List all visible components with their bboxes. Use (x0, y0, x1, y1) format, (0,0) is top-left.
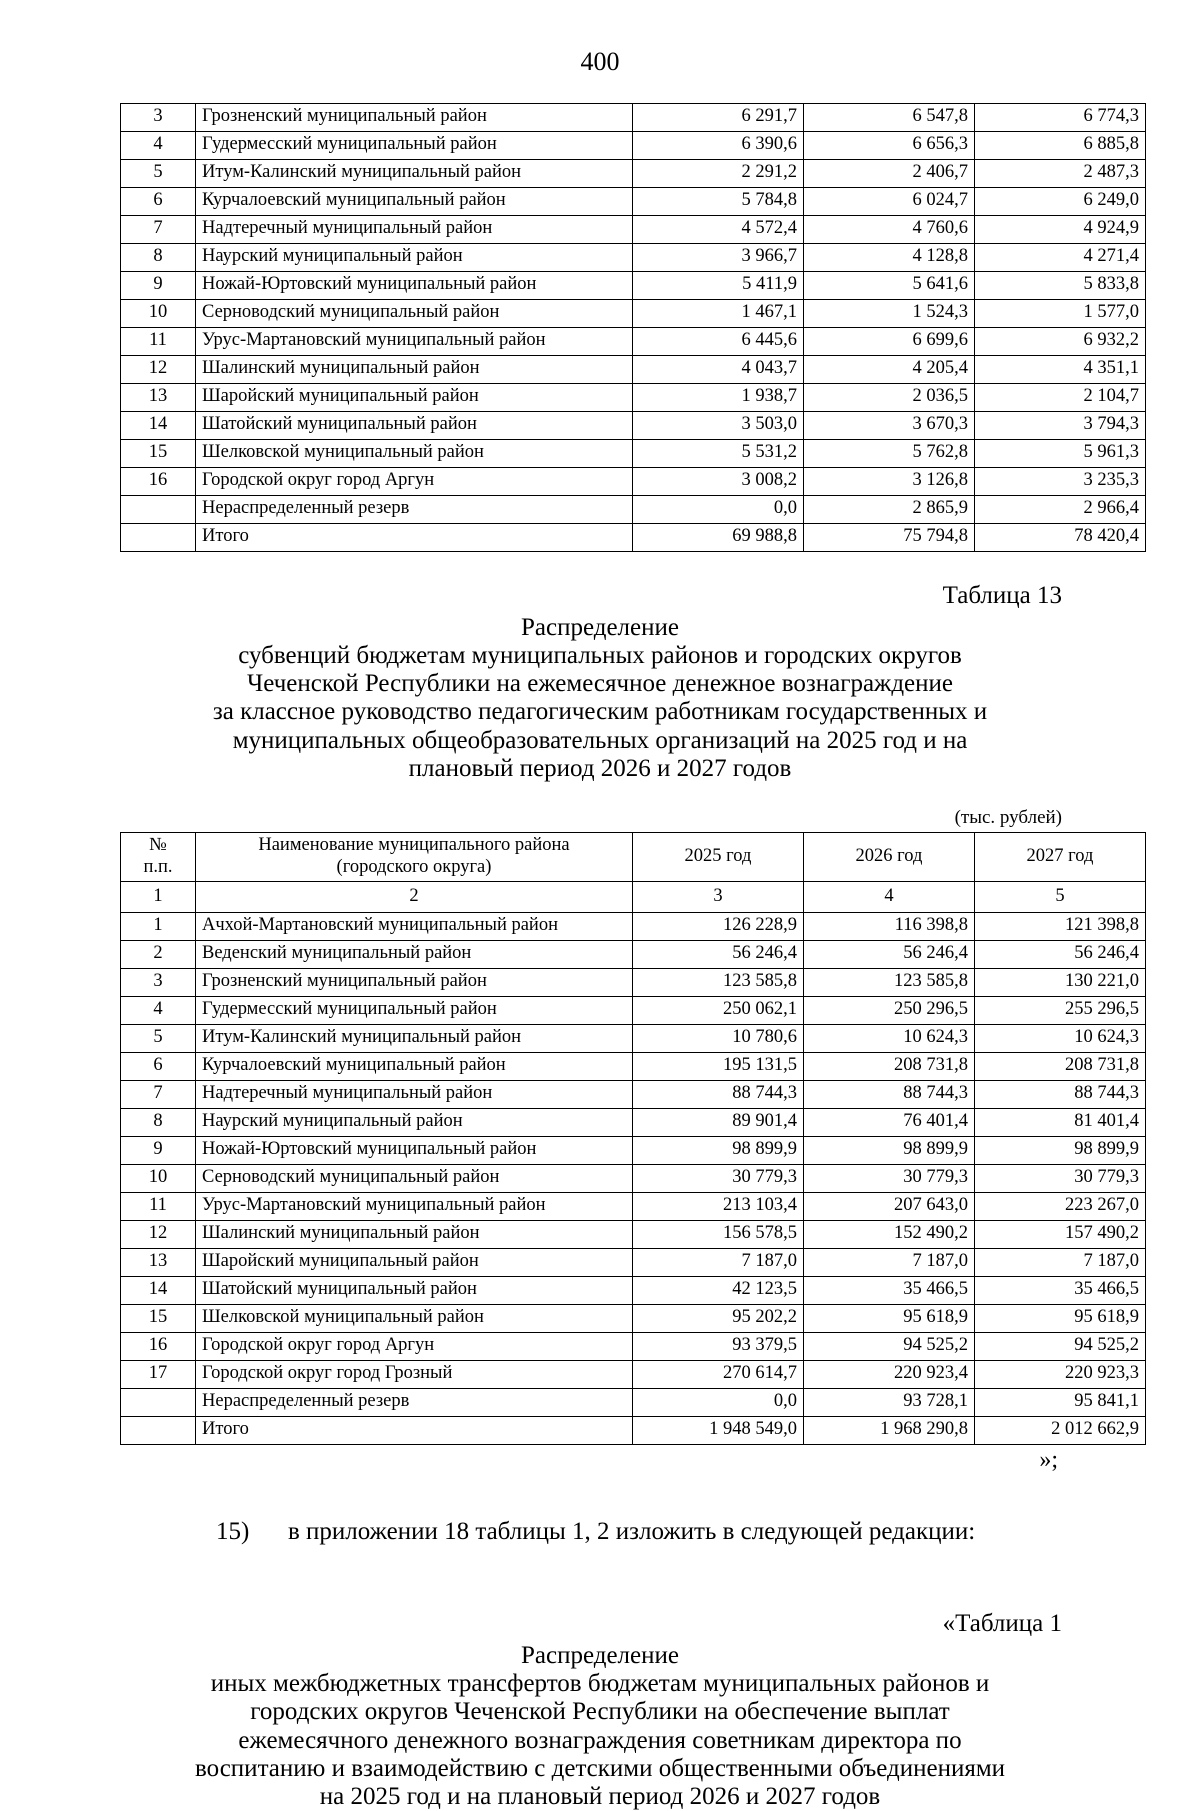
cell-2026: 4 760,6 (804, 215, 975, 243)
cell-2025: 1 467,1 (633, 299, 804, 327)
cell-no: 3 (121, 968, 196, 996)
table-row (121, 355, 1146, 383)
cell-2026: 1 968 290,8 (804, 1416, 975, 1444)
cell-2026: 2 036,5 (804, 383, 975, 411)
cell-2027: 10 624,3 (975, 1024, 1146, 1052)
cell-2027: 208 731,8 (975, 1052, 1146, 1080)
cell-2027: 88 744,3 (975, 1080, 1146, 1108)
table-continued-top-body (121, 103, 1146, 551)
cell-2027: 6 249,0 (975, 187, 1146, 215)
cell-2026: 1 524,3 (804, 299, 975, 327)
cell-2026: 10 624,3 (804, 1024, 975, 1052)
cell-2025: 93 379,5 (633, 1332, 804, 1360)
table13-header-row (121, 833, 1146, 882)
cell-name: Шатойский муниципальный район (196, 1276, 633, 1304)
cell-no (121, 1388, 196, 1416)
title-line: ежемесячного денежного вознаграждения советникам директора по (238, 1726, 962, 1754)
cell-2026: 3 126,8 (804, 467, 975, 495)
cell-no (121, 495, 196, 523)
cell-2025: 4 572,4 (633, 215, 804, 243)
table1-next-title (120, 1642, 1080, 1811)
cell-2026: 5 641,6 (804, 271, 975, 299)
cell-name: Шаройский муниципальный район (196, 1248, 633, 1276)
table-row (121, 243, 1146, 271)
cell-2025: 6 291,7 (633, 103, 804, 131)
cell-2027: 121 398,8 (975, 912, 1146, 940)
cell-2025: 156 578,5 (633, 1220, 804, 1248)
cell-2025: 1 948 549,0 (633, 1416, 804, 1444)
cell-2027: 6 885,8 (975, 131, 1146, 159)
table-continued-top (120, 103, 1146, 552)
colnum-4: 4 (804, 881, 975, 912)
table-row (121, 1276, 1146, 1304)
table-row (121, 103, 1146, 131)
cell-2025: 88 744,3 (633, 1080, 804, 1108)
cell-2027: 4 924,9 (975, 215, 1146, 243)
cell-no: 5 (121, 1024, 196, 1052)
cell-name: Шатойский муниципальный район (196, 411, 633, 439)
cell-name: Серноводский муниципальный район (196, 1164, 633, 1192)
cell-no: 9 (121, 1136, 196, 1164)
cell-name: Урус-Мартановский муниципальный район (196, 1192, 633, 1220)
cell-2027: 6 932,2 (975, 327, 1146, 355)
colnum-2: 2 (196, 881, 633, 912)
cell-no: 15 (121, 439, 196, 467)
cell-2027: 2 966,4 (975, 495, 1146, 523)
table-row (121, 439, 1146, 467)
title-line: городских округов Чеченской Республики на обеспечение выплат (250, 1698, 950, 1726)
cell-2026: 30 779,3 (804, 1164, 975, 1192)
cell-2025: 5 531,2 (633, 439, 804, 467)
cell-2026: 6 699,6 (804, 327, 975, 355)
header-name (196, 833, 633, 882)
cell-2026: 152 490,2 (804, 1220, 975, 1248)
cell-no: 6 (121, 187, 196, 215)
table-row (121, 1164, 1146, 1192)
table13-colnum-row (121, 881, 1146, 912)
cell-name: Шаройский муниципальный район (196, 383, 633, 411)
cell-2026: 2 406,7 (804, 159, 975, 187)
cell-name: Шалинский муниципальный район (196, 1220, 633, 1248)
cell-2027: 2 012 662,9 (975, 1416, 1146, 1444)
cell-no: 16 (121, 467, 196, 495)
cell-2027: 98 899,9 (975, 1136, 1146, 1164)
clause-15-number: 15) (216, 1517, 250, 1545)
cell-name: Наурский муниципальный район (196, 243, 633, 271)
table-row (121, 912, 1146, 940)
cell-2026: 35 466,5 (804, 1276, 975, 1304)
cell-2026: 123 585,8 (804, 968, 975, 996)
table1-next-label: «Таблица 1 (942, 1609, 1062, 1637)
cell-2026: 76 401,4 (804, 1108, 975, 1136)
table-row (121, 411, 1146, 439)
cell-2025: 6 445,6 (633, 327, 804, 355)
cell-2025: 123 585,8 (633, 968, 804, 996)
table-row (121, 1360, 1146, 1388)
table-row (121, 467, 1146, 495)
cell-name: Курчалоевский муниципальный район (196, 1052, 633, 1080)
cell-2025: 0,0 (633, 1388, 804, 1416)
cell-2027: 4 351,1 (975, 355, 1146, 383)
cell-2025: 98 899,9 (633, 1136, 804, 1164)
table13-head (121, 833, 1146, 913)
cell-name: Гудермесский муниципальный район (196, 131, 633, 159)
cell-no: 1 (121, 912, 196, 940)
cell-2025: 270 614,7 (633, 1360, 804, 1388)
cell-name: Нераспределенный резерв (196, 1388, 633, 1416)
cell-2027: 95 841,1 (975, 1388, 1146, 1416)
table13-title (120, 614, 1080, 784)
cell-2025: 2 291,2 (633, 159, 804, 187)
cell-2027: 4 271,4 (975, 243, 1146, 271)
table-row (121, 383, 1146, 411)
header-no (121, 833, 196, 882)
cell-2026: 75 794,8 (804, 523, 975, 551)
cell-name: Ножай-Юртовский муниципальный район (196, 271, 633, 299)
header-no-line2: п.п. (143, 856, 173, 877)
cell-2025: 250 062,1 (633, 996, 804, 1024)
cell-no: 8 (121, 1108, 196, 1136)
cell-no: 14 (121, 1276, 196, 1304)
cell-2026: 98 899,9 (804, 1136, 975, 1164)
cell-name: Шалинский муниципальный район (196, 355, 633, 383)
header-name-line2: (городского округа) (336, 856, 492, 877)
cell-2026: 2 865,9 (804, 495, 975, 523)
cell-no: 4 (121, 131, 196, 159)
cell-2027: 95 618,9 (975, 1304, 1146, 1332)
cell-2027: 94 525,2 (975, 1332, 1146, 1360)
title-line: воспитанию и взаимодействию с детскими общественными объединениями (194, 1754, 1006, 1782)
cell-name: Надтеречный муниципальный район (196, 215, 633, 243)
cell-2027: 220 923,3 (975, 1360, 1146, 1388)
cell-no: 5 (121, 159, 196, 187)
cell-2027: 2 104,7 (975, 383, 1146, 411)
cell-2026: 207 643,0 (804, 1192, 975, 1220)
cell-no: 11 (121, 1192, 196, 1220)
cell-2026: 220 923,4 (804, 1360, 975, 1388)
clause-15-text: в приложении 18 таблицы 1, 2 изложить в следующей редакции: (288, 1517, 976, 1545)
cell-2027: 157 490,2 (975, 1220, 1146, 1248)
cell-2025: 126 228,9 (633, 912, 804, 940)
cell-2026: 7 187,0 (804, 1248, 975, 1276)
cell-2025: 3 503,0 (633, 411, 804, 439)
table-row-total (121, 523, 1146, 551)
table13-units: (тыс. рублей) (954, 807, 1062, 829)
cell-name: Ачхой-Мартановский муниципальный район (196, 912, 633, 940)
cell-2026: 250 296,5 (804, 996, 975, 1024)
cell-2025: 3 966,7 (633, 243, 804, 271)
cell-no: 10 (121, 1164, 196, 1192)
cell-name: Городской округ город Грозный (196, 1360, 633, 1388)
cell-name: Шелковской муниципальный район (196, 439, 633, 467)
table-row (121, 1080, 1146, 1108)
cell-no: 2 (121, 940, 196, 968)
table-row (121, 215, 1146, 243)
title-line: муниципальных общеобразовательных организаций на 2025 год и на (232, 726, 968, 754)
cell-name: Веденский муниципальный район (196, 940, 633, 968)
title-line: на 2025 год и на плановый период 2026 и 2027 годов (319, 1783, 881, 1810)
table-row-reserve (121, 1388, 1146, 1416)
table-row (121, 1052, 1146, 1080)
header-no-line1: № (149, 835, 167, 856)
title-line: субвенций бюджетам муниципальных районов и городских округов (238, 641, 962, 669)
cell-no: 10 (121, 299, 196, 327)
clause-15 (120, 1518, 1080, 1546)
cell-2027: 56 246,4 (975, 940, 1146, 968)
cell-name: Итум-Калинский муниципальный район (196, 159, 633, 187)
table13-label: Таблица 13 (942, 581, 1062, 609)
table-row (121, 1332, 1146, 1360)
colnum-1: 1 (121, 881, 196, 912)
cell-name: Городской округ город Аргун (196, 467, 633, 495)
cell-2026: 4 128,8 (804, 243, 975, 271)
cell-2025: 5 784,8 (633, 187, 804, 215)
table-row-total (121, 1416, 1146, 1444)
cell-2025: 6 390,6 (633, 131, 804, 159)
cell-name: Нераспределенный резерв (196, 495, 633, 523)
table-row (121, 968, 1146, 996)
table-row (121, 1108, 1146, 1136)
page-number: 400 (580, 47, 620, 76)
cell-name: Серноводский муниципальный район (196, 299, 633, 327)
cell-2026: 3 670,3 (804, 411, 975, 439)
table-row-reserve (121, 495, 1146, 523)
closing-quote-mark: »; (1039, 1446, 1058, 1473)
cell-2026: 88 744,3 (804, 1080, 975, 1108)
cell-2027: 1 577,0 (975, 299, 1146, 327)
cell-2025: 0,0 (633, 495, 804, 523)
cell-2025: 213 103,4 (633, 1192, 804, 1220)
cell-2027: 7 187,0 (975, 1248, 1146, 1276)
cell-name: Городской округ город Аргун (196, 1332, 633, 1360)
cell-2026: 116 398,8 (804, 912, 975, 940)
table-row (121, 996, 1146, 1024)
table-row (121, 1024, 1146, 1052)
table-row (121, 159, 1146, 187)
cell-2027: 223 267,0 (975, 1192, 1146, 1220)
cell-2027: 2 487,3 (975, 159, 1146, 187)
cell-name: Грозненский муниципальный район (196, 103, 633, 131)
table-row (121, 271, 1146, 299)
cell-no: 4 (121, 996, 196, 1024)
cell-2025: 95 202,2 (633, 1304, 804, 1332)
cell-no: 15 (121, 1304, 196, 1332)
cell-2025: 4 043,7 (633, 355, 804, 383)
cell-2025: 10 780,6 (633, 1024, 804, 1052)
cell-2027: 5 833,8 (975, 271, 1146, 299)
cell-no: 9 (121, 271, 196, 299)
table-row (121, 131, 1146, 159)
colnum-3: 3 (633, 881, 804, 912)
cell-no: 16 (121, 1332, 196, 1360)
title-line: иных межбюджетных трансфертов бюджетам муниципальных районов и (210, 1670, 990, 1697)
cell-2025: 195 131,5 (633, 1052, 804, 1080)
cell-2026: 5 762,8 (804, 439, 975, 467)
cell-no (121, 1416, 196, 1444)
cell-2025: 69 988,8 (633, 523, 804, 551)
title-line: Распределение (521, 613, 679, 641)
cell-2026: 56 246,4 (804, 940, 975, 968)
table-row (121, 1220, 1146, 1248)
cell-name: Гудермесский муниципальный район (196, 996, 633, 1024)
cell-2026: 6 656,3 (804, 131, 975, 159)
cell-name: Надтеречный муниципальный район (196, 1080, 633, 1108)
cell-2025: 30 779,3 (633, 1164, 804, 1192)
cell-2026: 208 731,8 (804, 1052, 975, 1080)
cell-name: Курчалоевский муниципальный район (196, 187, 633, 215)
cell-2026: 93 728,1 (804, 1388, 975, 1416)
cell-2025: 5 411,9 (633, 271, 804, 299)
title-line: плановый период 2026 и 2027 годов (408, 754, 792, 782)
table-row (121, 1248, 1146, 1276)
cell-no: 11 (121, 327, 196, 355)
cell-2026: 6 024,7 (804, 187, 975, 215)
cell-2026: 4 205,4 (804, 355, 975, 383)
cell-name: Итого (196, 1416, 633, 1444)
cell-2027: 255 296,5 (975, 996, 1146, 1024)
header-2025: 2025 год (633, 833, 804, 882)
cell-no: 17 (121, 1360, 196, 1388)
cell-2027: 3 794,3 (975, 411, 1146, 439)
table-row (121, 1304, 1146, 1332)
cell-2025: 89 901,4 (633, 1108, 804, 1136)
cell-no (121, 523, 196, 551)
colnum-5: 5 (975, 881, 1146, 912)
title-line: Распределение (521, 1641, 679, 1669)
cell-2027: 6 774,3 (975, 103, 1146, 131)
cell-no: 14 (121, 411, 196, 439)
cell-2025: 3 008,2 (633, 467, 804, 495)
cell-name: Грозненский муниципальный район (196, 968, 633, 996)
cell-2027: 35 466,5 (975, 1276, 1146, 1304)
cell-2025: 1 938,7 (633, 383, 804, 411)
table-row (121, 327, 1146, 355)
table13 (120, 832, 1146, 1445)
cell-no: 8 (121, 243, 196, 271)
cell-name: Итого (196, 523, 633, 551)
table-row (121, 1136, 1146, 1164)
cell-2027: 30 779,3 (975, 1164, 1146, 1192)
cell-name: Ножай-Юртовский муниципальный район (196, 1136, 633, 1164)
cell-name: Шелковской муниципальный район (196, 1304, 633, 1332)
cell-2027: 81 401,4 (975, 1108, 1146, 1136)
cell-2026: 95 618,9 (804, 1304, 975, 1332)
cell-2026: 94 525,2 (804, 1332, 975, 1360)
cell-2027: 78 420,4 (975, 523, 1146, 551)
spacer (120, 1546, 1080, 1580)
table-row (121, 940, 1146, 968)
title-line: Чеченской Республики на ежемесячное денежное вознаграждение (246, 670, 953, 698)
cell-no: 12 (121, 355, 196, 383)
cell-2025: 56 246,4 (633, 940, 804, 968)
cell-2027: 130 221,0 (975, 968, 1146, 996)
table-row (121, 299, 1146, 327)
header-name-line1: Наименование муниципального района (258, 835, 570, 856)
cell-2027: 5 961,3 (975, 439, 1146, 467)
cell-no: 13 (121, 1248, 196, 1276)
cell-name: Наурский муниципальный район (196, 1108, 633, 1136)
table13-body (121, 912, 1146, 1444)
cell-no: 7 (121, 1080, 196, 1108)
table-row (121, 1192, 1146, 1220)
header-2027: 2027 год (975, 833, 1146, 882)
cell-2026: 6 547,8 (804, 103, 975, 131)
cell-2025: 7 187,0 (633, 1248, 804, 1276)
table-row (121, 187, 1146, 215)
cell-2025: 42 123,5 (633, 1276, 804, 1304)
cell-no: 12 (121, 1220, 196, 1248)
cell-2027: 3 235,3 (975, 467, 1146, 495)
cell-no: 7 (121, 215, 196, 243)
cell-no: 13 (121, 383, 196, 411)
cell-no: 3 (121, 103, 196, 131)
cell-no: 6 (121, 1052, 196, 1080)
title-line: за классное руководство педагогическим работникам государственных и (212, 698, 988, 726)
header-2026: 2026 год (804, 833, 975, 882)
cell-name: Итум-Калинский муниципальный район (196, 1024, 633, 1052)
cell-name: Урус-Мартановский муниципальный район (196, 327, 633, 355)
